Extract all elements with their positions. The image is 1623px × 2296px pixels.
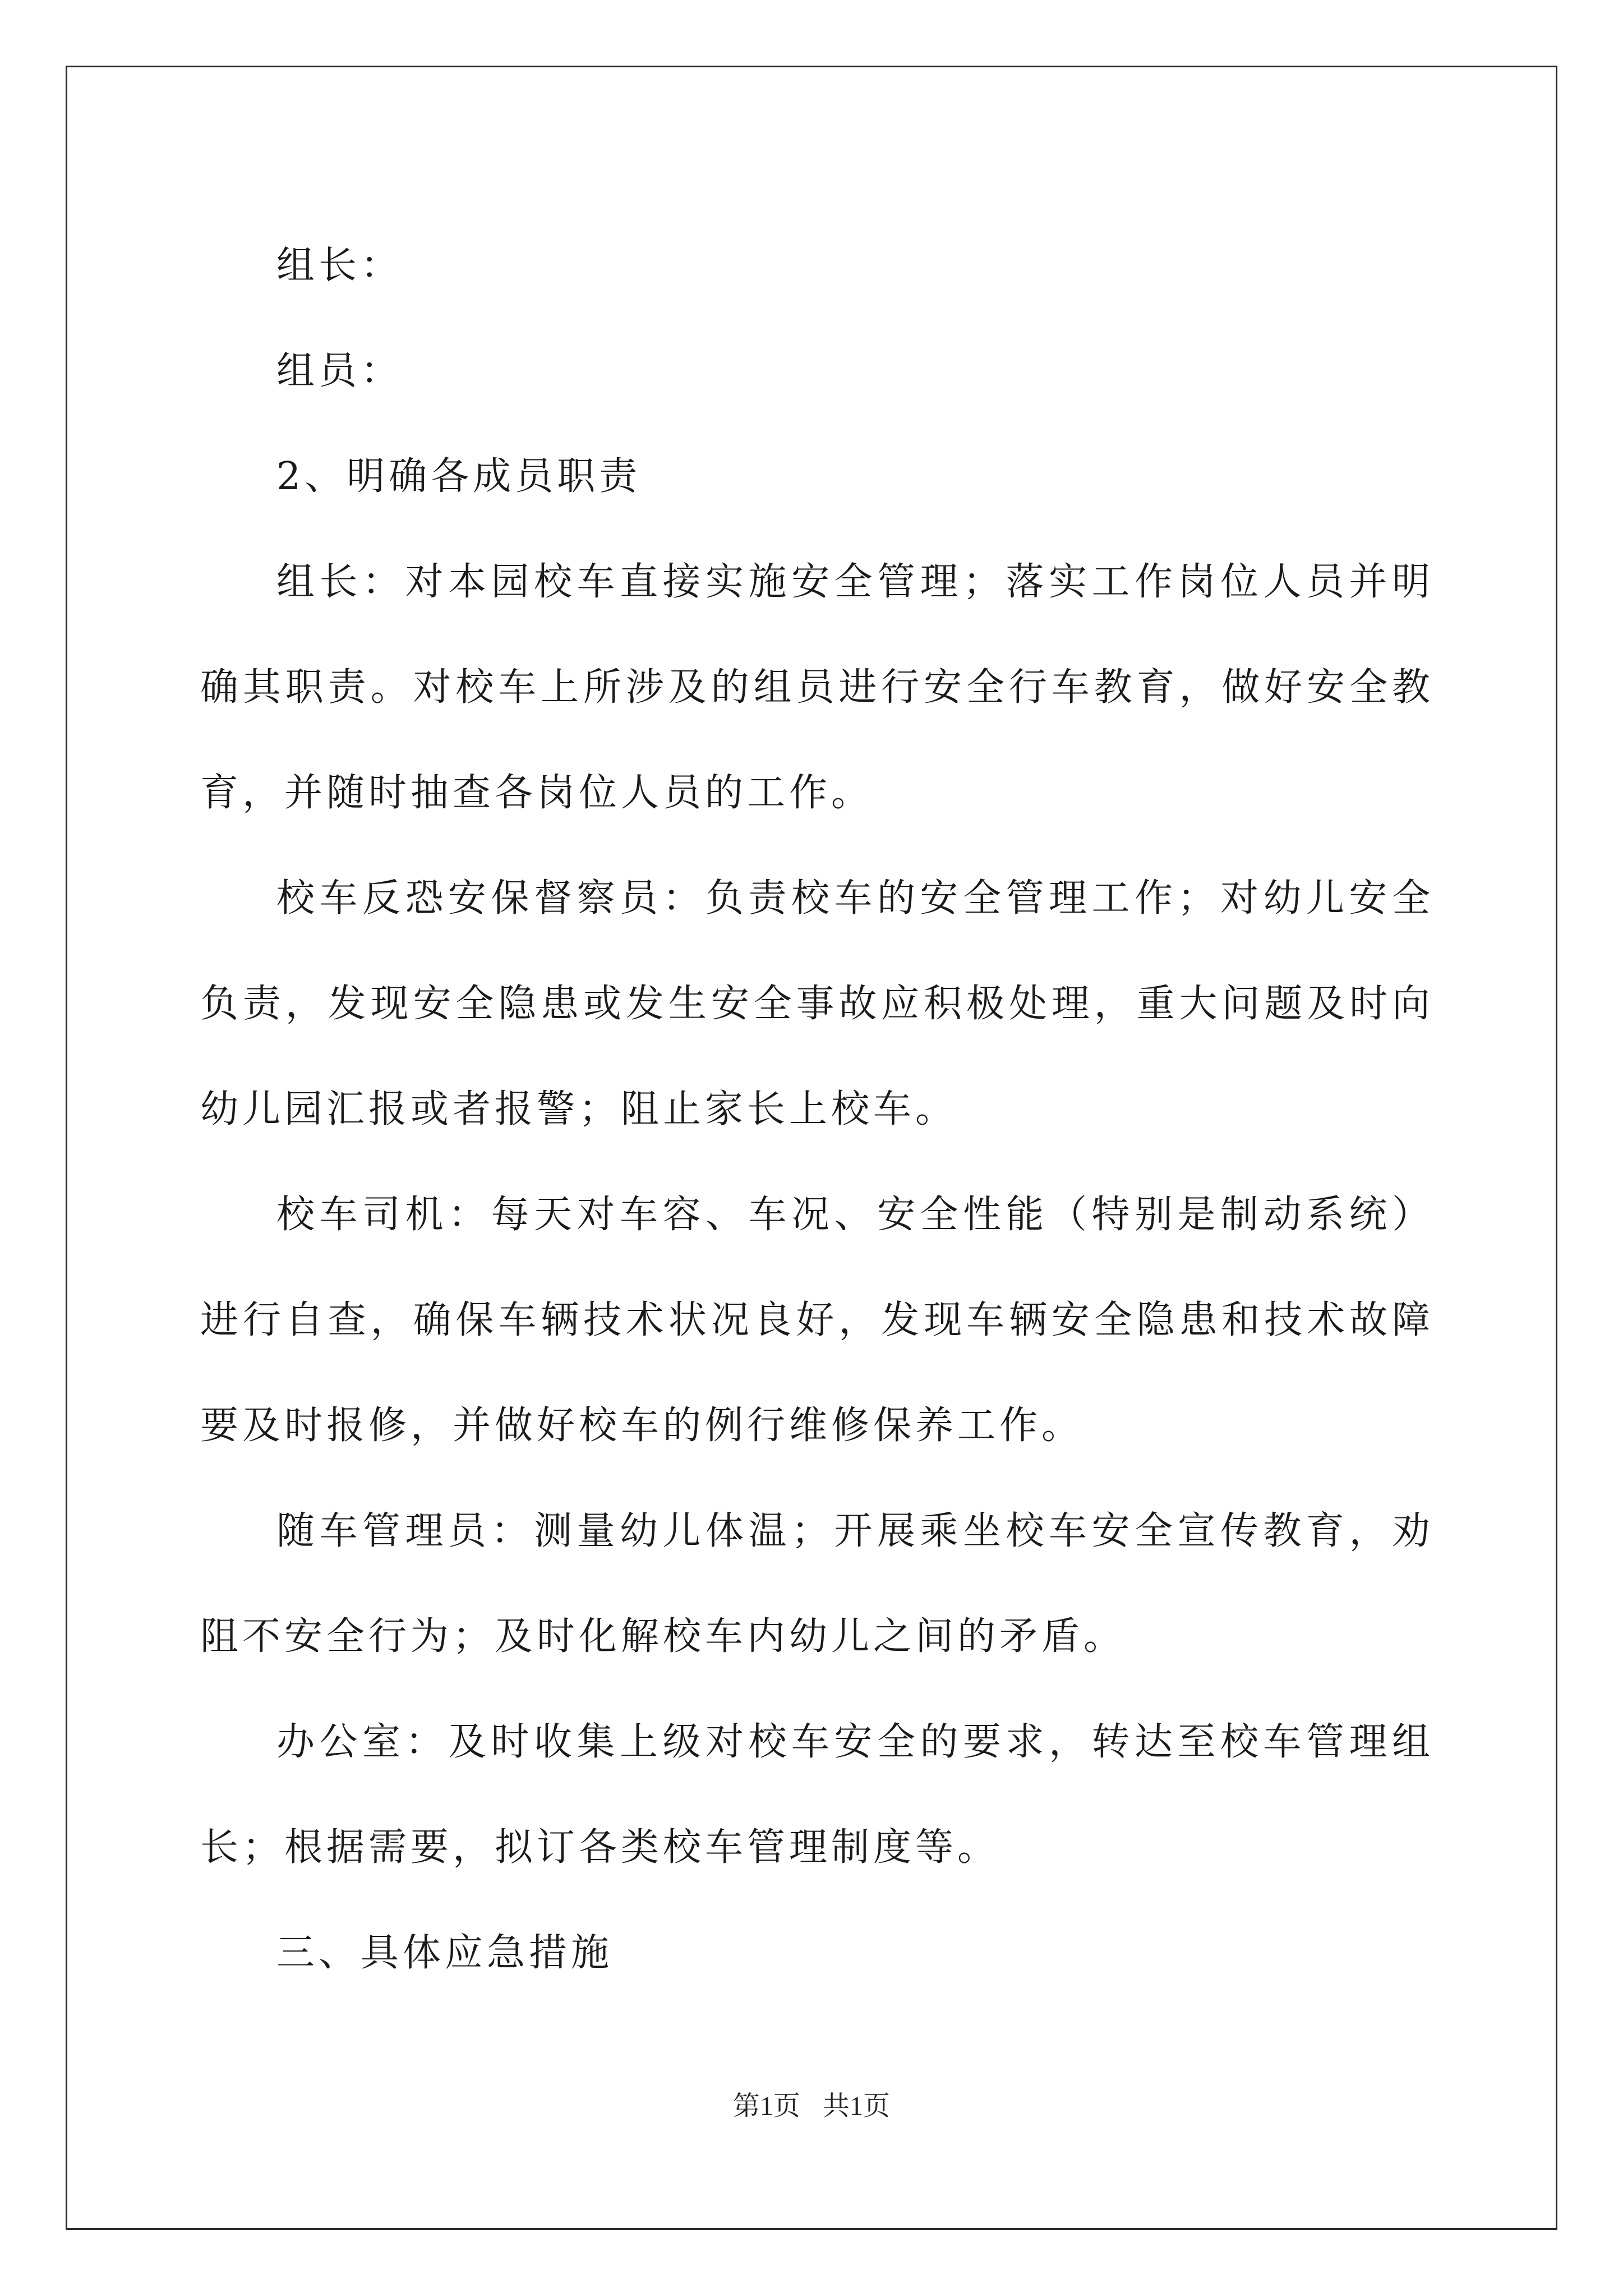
page-total: 共1页 (823, 2091, 891, 2121)
document-body (200, 213, 1434, 2006)
page-number: 第1页 (732, 2091, 800, 2121)
paragraph-team-members: 组员： (276, 349, 403, 393)
page-footer (0, 2084, 1623, 2123)
paragraph-security-inspector-duties: 校车反恐安保督察员：负责校车的安全管理工作；对幼儿安全负责，发现安全隐患或发生安全事故应积极处理，重大问题及时向幼儿园汇报或者报警；阻止家长上校车。 (200, 876, 1434, 1131)
section-heading-emergency-measures: 三、具体应急措施 (276, 1931, 614, 1975)
paragraph-team-leader: 组长： (276, 243, 403, 288)
paragraph-leader-duties: 组长：对本园校车直接实施安全管理；落实工作岗位人员并明确其职责。对校车上所涉及的组员进行安全行车教育，做好安全教育，并随时抽查各岗位人员的工作。 (200, 560, 1434, 815)
paragraph-office-duties: 办公室：及时收集上级对校车安全的要求，转达至校车管理组长；根据需要，拟订各类校车管理制度等。 (200, 1720, 1434, 1870)
paragraph-driver-duties: 校车司机：每天对车容、车况、安全性能（特别是制动系统）进行自查，确保车辆技术状况良好，发现车辆安全隐患和技术故障要及时报修，并做好校车的例行维修保养工作。 (200, 1193, 1434, 1448)
section-heading-responsibilities: 2、明确各成员职责 (276, 454, 642, 499)
paragraph-bus-attendant-duties: 随车管理员：测量幼儿体温；开展乘坐校车安全宣传教育，劝阻不安全行为；及时化解校车内幼儿之间的矛盾。 (200, 1509, 1434, 1659)
